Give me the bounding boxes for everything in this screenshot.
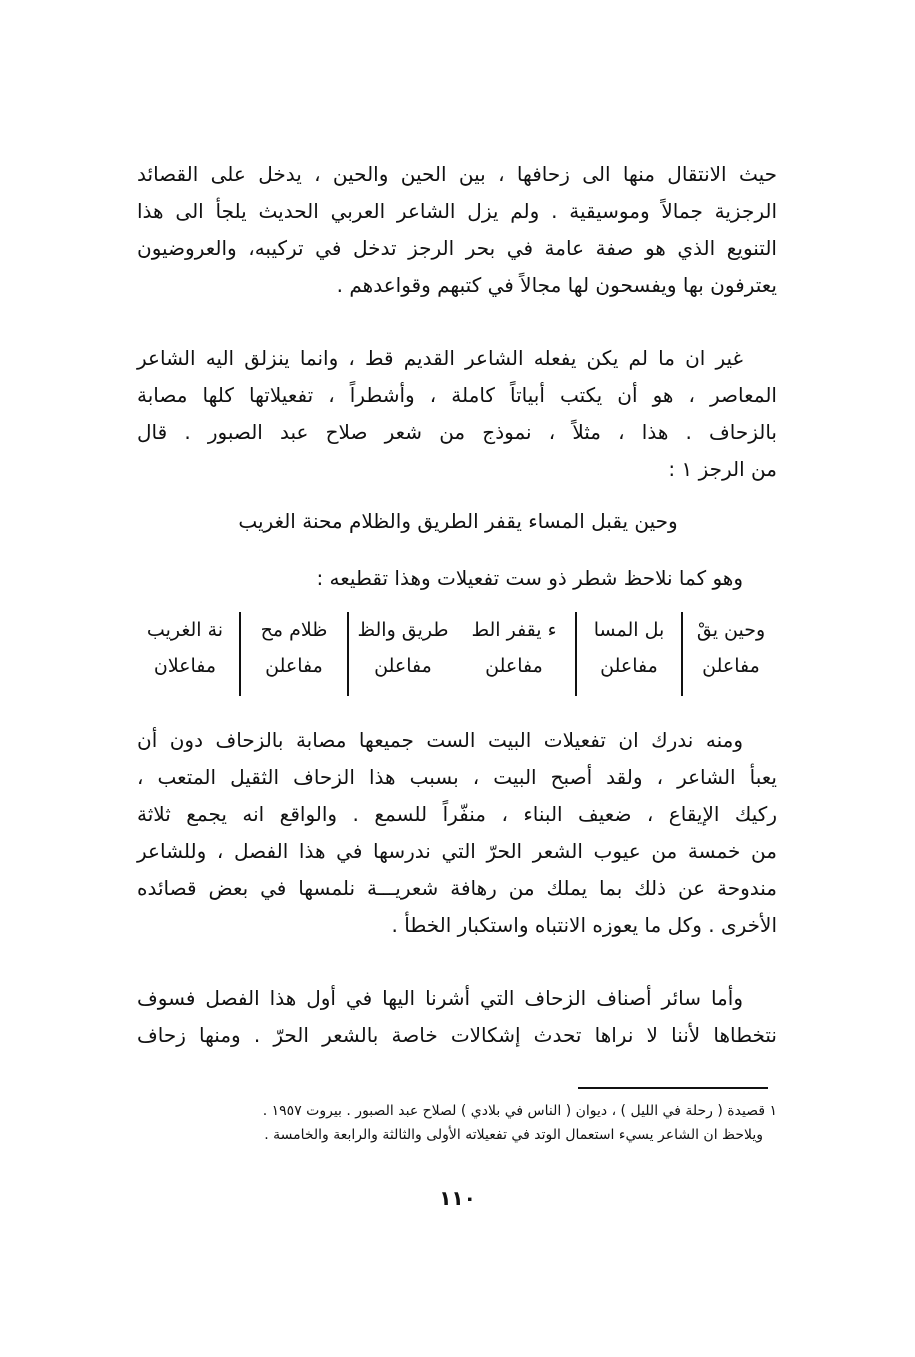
text-line: الأخرى . وكل ما يعوزه الانتباه واستكبار الخطأ . <box>391 913 777 937</box>
divider <box>575 612 577 696</box>
text-line: ومنه ندرك ان تفعيلات البيت الست جميعها مصابة بالزحاف دون أن <box>137 728 743 752</box>
foot-meter: مفاعلن <box>702 655 760 677</box>
footnote-rule <box>578 1087 768 1089</box>
text-line: نتخطاها لأننا لا نراها تحدث إشكالات خاصة بالشعر الحرّ . ومنها زحاف <box>137 1023 777 1047</box>
text-line: وأما سائر أصناف الزحاف التي أشرنا اليها في أول هذا الفصل فسوف <box>137 986 743 1010</box>
text-line: بالزحاف . هذا ، مثلاً ، نموذج من شعر صلاح عبد الصبور . قال <box>137 420 777 444</box>
quoted-verse: وحين يقبل المساء يقفر الطريق والظلام محنة الغريب <box>238 509 678 533</box>
foot-meter: مفاعلن <box>265 655 323 677</box>
text-line: التنويع الذي هو صفة عامة في بحر الرجز تدخل في تركيبه، والعروضيون <box>137 236 777 260</box>
foot-text: طريق والظ <box>357 619 449 641</box>
foot-text: ء يقفر الط <box>471 619 557 641</box>
text-line: غير ان ما لم يكن يفعله الشاعر القديم قط ، وانما ينزلق اليه الشاعر <box>137 346 743 370</box>
scansion-foot <box>133 612 237 698</box>
text-line: من خمسة من عيوب الشعر الحرّ التي ندرسها في هذا الفصل ، وللشاعر <box>137 839 777 863</box>
scansion-intro: وهو كما نلاحظ شطر ذو ست تفعيلات وهذا تقطيعه : <box>316 566 743 590</box>
foot-text: بل المسا <box>593 619 665 641</box>
page-number: ١١٠ <box>439 1186 476 1210</box>
scansion-foot <box>685 612 777 698</box>
scansion-table <box>121 612 777 698</box>
text-line: يعترفون بها ويفسحون لها مجالاً في كتبهم وقواعدهم . <box>336 273 777 297</box>
scansion-foot <box>579 612 679 698</box>
scansion-foot <box>351 612 455 698</box>
text-line: مندوحة عن ذلك بما يملك من رهافة شعريـــة نلمسها في بعض قصائده <box>137 876 777 900</box>
foot-text: نة الغريب <box>146 619 224 641</box>
text-line: حيث الانتقال منها الى زحافها ، بين الحين والحين ، يدخل على القصائد <box>137 162 777 186</box>
footnote-line: ١ قصيدة ( رحلة في الليل ) ، ديوان ( الناس في بلادي ) لصلاح عبد الصبور . بيروت ١٩٥٧ . <box>262 1103 777 1119</box>
scansion-foot <box>455 612 573 698</box>
footnotes <box>117 1099 777 1147</box>
divider <box>239 612 241 696</box>
text-line: المعاصر ، هو أن يكتب أبياتاً كاملة ، وأشطراً ، تفعيلاتها كلها مصابة <box>137 383 777 407</box>
text-line: الرجزية جمالاً وموسيقية . ولم يزل الشاعر العربي الحديث يلجأ الى هذا <box>137 199 777 223</box>
paragraph-1 <box>137 156 777 304</box>
foot-meter: مفاعلن <box>485 655 543 677</box>
foot-text: ظلام مح <box>260 619 328 641</box>
paragraph-4 <box>137 980 777 1054</box>
paragraph-2 <box>137 340 777 488</box>
text-line: من الرجز ١ : <box>668 457 777 481</box>
footnote-line: ويلاحظ ان الشاعر يسيء استعمال الوتد في تفعيلاته الأولى والثالثة والرابعة والخامسة . <box>264 1127 763 1143</box>
foot-meter: مفاعلن <box>374 655 432 677</box>
scansion-foot <box>243 612 345 698</box>
divider <box>681 612 683 696</box>
foot-meter: مفاعلان <box>153 655 217 677</box>
foot-text: وحين يقْ <box>696 619 766 641</box>
paragraph-3 <box>137 722 777 944</box>
text-line: ركيك الإيقاع ، ضعيف البناء ، منفّراً للسمع . والواقع انه يجمع ثلاثة <box>137 802 777 826</box>
foot-meter: مفاعلن <box>600 655 658 677</box>
text-line: يعبأ الشاعر ، ولقد أصبح البيت ، بسبب هذا الزحاف الثقيل المتعب ، <box>137 765 777 789</box>
divider <box>347 612 349 696</box>
